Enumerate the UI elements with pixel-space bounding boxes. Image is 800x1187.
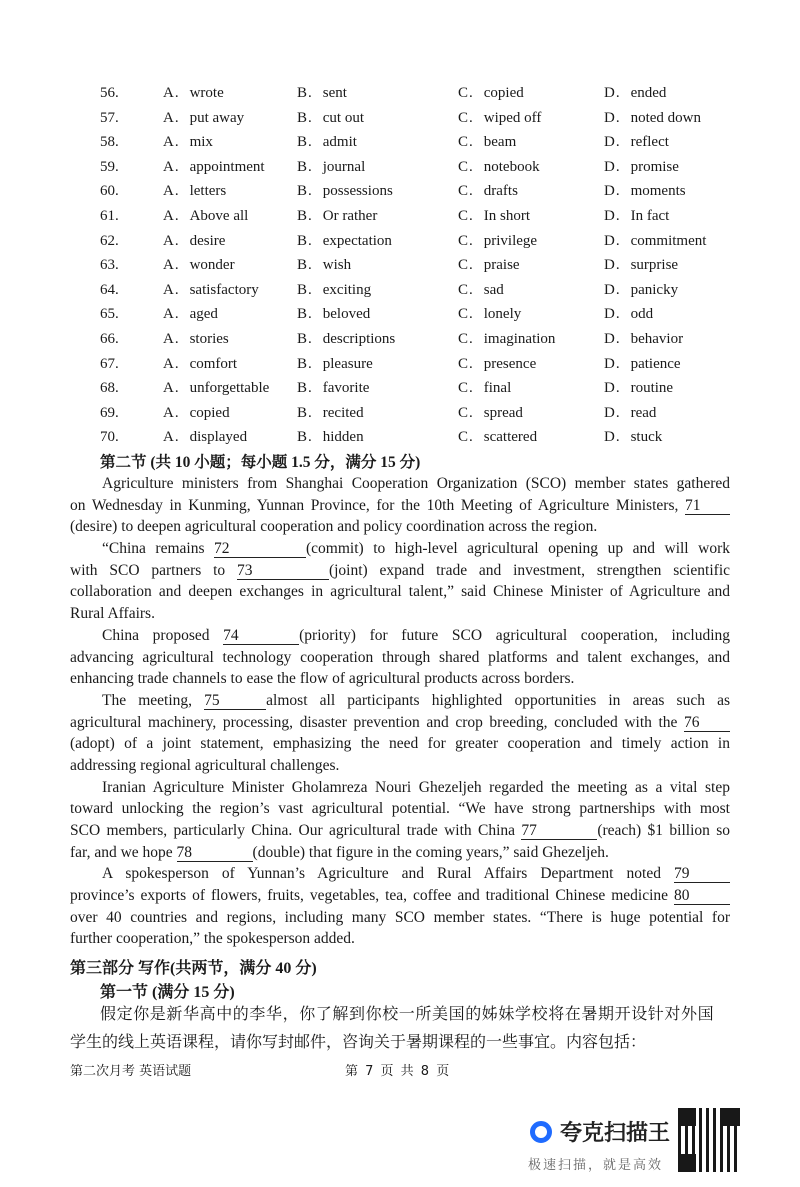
option-letter: A. [163,306,180,323]
text-segment: agricultural machinery, processing, disaster prevention and crop breeding, concluded with the [70,713,684,731]
option-d [604,279,678,301]
option-a [163,377,269,399]
text-line [70,885,730,907]
blank-79: 79 [674,865,730,883]
option-b [297,377,369,399]
text-line [70,690,730,712]
paragraph [70,863,730,950]
scanner-logo-icon [530,1121,552,1143]
option-text: copied [483,85,524,101]
option-letter: C. [458,134,474,151]
option-c [458,107,541,129]
option-text: panicky [630,281,679,298]
option-letter: B. [297,281,313,298]
option-letter: D. [604,134,621,151]
option-a [163,279,259,301]
option-text: lonely [483,306,522,323]
option-text: descriptions [322,330,396,347]
option-a [163,303,218,325]
text-segment: Iranian Agriculture Minister Gholamreza Nouri Ghezeljeh regarded the meeting as a vital step [102,778,730,796]
option-text: behavior [630,330,684,347]
option-b [297,254,351,276]
option-letter: A. [163,158,180,175]
text-segment: (priority) for future SCO agricultural cooperation, including [299,626,730,644]
option-text: letters [189,183,227,200]
option-text: Above all [189,207,249,224]
option-text: cut out [322,109,365,126]
writing-prompt-line: 假定你是新华高中的李华，你了解到你校一所美国的姊妹学校将在暑期开设针对外国 [100,1004,715,1023]
question-number: 61. [100,207,119,224]
option-text: imagination [483,330,556,347]
text-segment: (adopt) of a joint statement, emphasizing the need for greater cooperation and timely action in [70,735,730,753]
passage [70,473,730,950]
option-c [458,353,536,375]
writing-prompt [70,1000,730,1056]
scanner-watermark-logo [530,1116,670,1147]
blank-76: 76 [684,714,730,732]
option-text: wiped off [483,109,542,126]
option-letter: B. [297,429,313,446]
option-d [604,426,662,448]
option-letter: D. [604,257,621,274]
paragraph [70,777,730,864]
text-segment: Agriculture ministers from Shanghai Cooperation Organization (SCO) member states gathered [102,475,730,492]
option-text: In fact [630,207,670,224]
option-d [604,180,686,202]
text-line [70,712,730,734]
part3-heading: 第三部分 写作(共两节，满分 40 分) [70,960,317,977]
option-letter: A. [163,109,180,126]
paragraph [70,690,730,777]
option-text: hidden [322,429,364,446]
option-letter: A. [163,183,180,200]
option-letter: B. [297,232,313,249]
text-line [70,755,730,777]
question-number: 70. [100,429,119,446]
option-b [297,353,373,375]
text-segment: China proposed [102,626,224,644]
option-letter: C. [458,404,474,421]
text-line [70,495,730,517]
text-segment: toward unlocking the region’s vast agricultural potential. “We have strong partnerships with most [70,800,730,818]
section2-heading: 第二节 (共 10 小题；每小题 1.5 分，满分 15 分) [100,454,421,471]
option-letter: B. [297,183,313,200]
option-a [163,156,265,178]
option-text: beam [483,134,517,151]
option-c [458,180,518,202]
writing-prompt-line: 学生的线上英语课程，请你写封邮件，咨询关于暑期课程的一些事宜。内容包括： [70,1032,647,1051]
text-line [70,473,730,495]
option-text: noted down [630,109,702,126]
option-letter: C. [458,306,474,323]
option-text: expectation [322,232,392,249]
option-a [163,82,224,104]
text-segment: (reach) $1 billion so [597,822,730,839]
question-number: 67. [100,355,119,372]
text-line [70,798,730,820]
option-a [163,230,225,252]
option-letter: A. [163,207,180,224]
text-segment: (commit) to high-level agricultural opening up and will work [306,540,730,558]
option-text: aged [189,306,218,323]
option-d [604,131,669,153]
option-letter: B. [297,355,313,372]
option-text: Or rather [322,207,378,224]
option-text: displayed [189,429,248,446]
option-letter: A. [163,355,180,372]
option-letter: A. [163,257,180,274]
option-text: wrote [189,85,224,101]
option-c [458,279,504,301]
option-b [297,279,371,301]
option-d [604,107,701,129]
text-line [70,928,730,950]
option-letter: D. [604,158,621,175]
option-letter: C. [458,429,474,446]
text-segment: addressing regional agricultural challenges. [70,756,340,774]
option-text: beloved [322,306,371,323]
text-line [70,907,730,929]
text-line [70,625,730,647]
text-segment: over 40 countries and regions, including many SCO member states. “There is huge potential for [70,908,730,926]
option-text: notebook [483,158,540,175]
question-number: 68. [100,380,119,397]
option-text: moments [630,183,686,200]
option-d [604,156,679,178]
option-letter: B. [297,134,313,151]
option-text: commitment [630,232,707,249]
text-segment: on Wednesday in Kunming, Yunnan Province, for the 10th Meeting of Agriculture Ministers, [70,496,685,514]
option-letter: D. [604,85,621,101]
option-b [297,180,393,202]
option-a [163,180,226,202]
option-letter: C. [458,207,474,224]
option-a [163,426,247,448]
text-line [70,647,730,669]
option-letter: B. [297,404,313,421]
text-segment: almost all participants highlighted opportunities in areas such as [266,691,730,709]
option-d [604,328,683,350]
text-line [70,668,730,690]
option-letter: D. [604,281,621,298]
option-a [163,107,244,129]
question-number: 57. [100,109,119,126]
question-number: 60. [100,183,119,200]
option-text: pleasure [322,355,373,372]
option-text: desire [189,232,226,249]
option-letter: B. [297,85,313,101]
option-b [297,402,364,424]
text-line [70,733,730,755]
option-letter: D. [604,232,621,249]
option-b [297,205,377,227]
text-segment: province’s exports of flowers, fruits, vegetables, tea, coffee and traditional Chinese medicine [70,887,674,905]
option-letter: C. [458,330,474,347]
text-segment: further cooperation,” the spokesperson added. [70,930,355,948]
option-c [458,230,537,252]
text-segment: enhancing trade channels to ease the flow of agricultural products across borders. [70,670,575,688]
text-segment: Rural Affairs. [70,605,155,623]
text-segment: advancing agricultural technology cooperation through shared platforms and talent exchanges, and [70,648,730,666]
option-text: appointment [189,158,265,175]
option-c [458,82,524,104]
text-line [70,603,730,625]
option-text: stories [189,330,229,347]
option-text: admit [322,134,357,151]
option-a [163,254,235,276]
text-segment: The meeting, [102,691,205,709]
option-a [163,402,230,424]
footer-page-number: 第 7 页 共 8 页 [345,1064,450,1079]
option-c [458,156,540,178]
option-letter: C. [458,109,474,126]
option-b [297,303,370,325]
option-letter: C. [458,85,474,101]
option-text: routine [630,380,674,397]
text-line [70,777,730,799]
option-text: final [483,380,512,397]
option-text: favorite [322,380,370,397]
text-segment: far, and we hope [70,843,177,861]
option-a [163,328,229,350]
option-text: praise [483,257,520,274]
option-text: stuck [630,429,663,446]
option-text: presence [483,355,537,372]
option-a [163,353,237,375]
footer-exam-title: 第二次月考 英语试题 [70,1064,192,1079]
option-letter: C. [458,232,474,249]
option-text: copied [189,404,230,421]
option-letter: B. [297,207,313,224]
option-letter: B. [297,109,313,126]
option-text: exciting [322,281,372,298]
option-c [458,131,516,153]
option-a [163,205,248,227]
option-c [458,205,530,227]
scanner-slogan: 极速扫描，就是高效 [528,1158,664,1173]
text-line [70,581,730,603]
option-c [458,254,520,276]
paragraph [70,473,730,538]
scanner-brand: 夸克扫描王 [560,1121,671,1146]
option-text: read [630,404,657,421]
option-text: possessions [322,183,393,200]
option-c [458,377,511,399]
question-number: 59. [100,158,119,175]
option-letter: C. [458,183,474,200]
option-c [458,426,537,448]
question-number: 66. [100,330,119,347]
option-letter: C. [458,158,474,175]
option-letter: D. [604,330,621,347]
option-c [458,402,523,424]
text-segment: (double) that figure in the coming years,” said Ghezeljeh. [252,843,609,861]
option-b [297,230,392,252]
blank-80: 80 [674,887,730,905]
option-letter: D. [604,207,621,224]
option-letter: D. [604,380,621,397]
part3-section1-heading: 第一节 (满分 15 分) [100,984,235,1001]
text-line [70,516,730,538]
option-d [604,402,656,424]
option-b [297,328,395,350]
option-letter: C. [458,355,474,372]
option-b [297,131,357,153]
option-d [604,377,673,399]
option-text: drafts [483,183,518,200]
option-letter: A. [163,330,180,347]
paragraph [70,625,730,690]
text-segment: collaboration and deepen exchanges in agricultural talent,” said Chinese Minister of Agriculture and [70,583,730,601]
option-d [604,353,681,375]
option-letter: B. [297,380,313,397]
option-d [604,205,669,227]
option-letter: C. [458,257,474,274]
option-d [604,254,678,276]
text-line [70,538,730,560]
option-d [604,230,706,252]
blank-77: 77 [521,822,597,840]
option-b [297,426,364,448]
option-letter: A. [163,404,180,421]
option-b [297,82,347,104]
blank-71: 71 [685,497,730,515]
option-text: comfort [189,355,238,372]
option-text: privilege [483,232,538,249]
option-letter: A. [163,380,180,397]
text-line [70,863,730,885]
option-c [458,328,555,350]
blank-75: 75 [204,692,266,710]
blank-72: 72 [214,540,306,558]
option-letter: B. [297,330,313,347]
question-number: 65. [100,306,119,323]
option-letter: A. [163,85,180,101]
text-line [70,842,730,864]
paragraph [70,538,730,625]
option-letter: D. [604,183,621,200]
option-letter: D. [604,355,621,372]
option-letter: C. [458,281,474,298]
text-segment: A spokesperson of Yunnan’s Agriculture and Rural Affairs Department noted [102,865,674,883]
text-segment: “China remains [102,540,215,558]
option-letter: D. [604,404,621,421]
option-text: wish [322,257,352,274]
option-text: promise [630,158,679,175]
option-text: wonder [189,257,235,274]
blank-78: 78 [177,844,253,862]
option-letter: D. [604,429,621,446]
option-text: odd [630,306,654,323]
option-letter: D. [604,306,621,323]
text-segment: SCO members, particularly China. Our agricultural trade with China [70,822,522,839]
option-d [604,303,653,325]
option-a [163,131,213,153]
question-number: 56. [100,85,119,101]
option-letter: B. [297,158,313,175]
blank-74: 74 [223,627,299,645]
option-text: spread [483,404,523,421]
option-letter: B. [297,257,313,274]
option-text: journal [322,158,366,175]
option-letter: D. [604,109,621,126]
option-c [458,303,521,325]
option-letter: A. [163,429,180,446]
text-segment: with SCO partners to [70,561,237,579]
option-text: scattered [483,429,538,446]
text-line [70,560,730,582]
blank-73: 73 [237,562,329,580]
option-text: mix [189,134,213,151]
option-letter: A. [163,232,180,249]
option-text: recited [322,404,364,421]
option-text: In short [483,207,531,224]
option-text: satisfactory [189,281,259,298]
qr-code-icon [678,1108,740,1172]
text-segment: (desire) to deepen agricultural cooperation and policy coordination across the region. [70,518,598,536]
question-number: 58. [100,134,119,151]
option-letter: B. [297,306,313,323]
option-text: reflect [630,134,669,151]
option-text: ended [630,85,667,101]
option-letter: A. [163,134,180,151]
option-d [604,82,666,104]
option-b [297,107,364,129]
option-text: surprise [630,257,679,274]
option-text: sent [322,85,347,101]
option-text: patience [630,355,681,372]
question-number: 62. [100,232,119,249]
question-number: 69. [100,404,119,421]
text-line [70,820,730,842]
option-b [297,156,365,178]
text-segment: (joint) expand trade and investment, strengthen scientific [328,561,730,579]
question-number: 64. [100,281,119,298]
option-letter: A. [163,281,180,298]
option-text: unforgettable [189,380,270,397]
option-text: put away [189,109,245,126]
question-number: 63. [100,257,119,274]
option-text: sad [483,281,504,298]
option-letter: C. [458,380,474,397]
